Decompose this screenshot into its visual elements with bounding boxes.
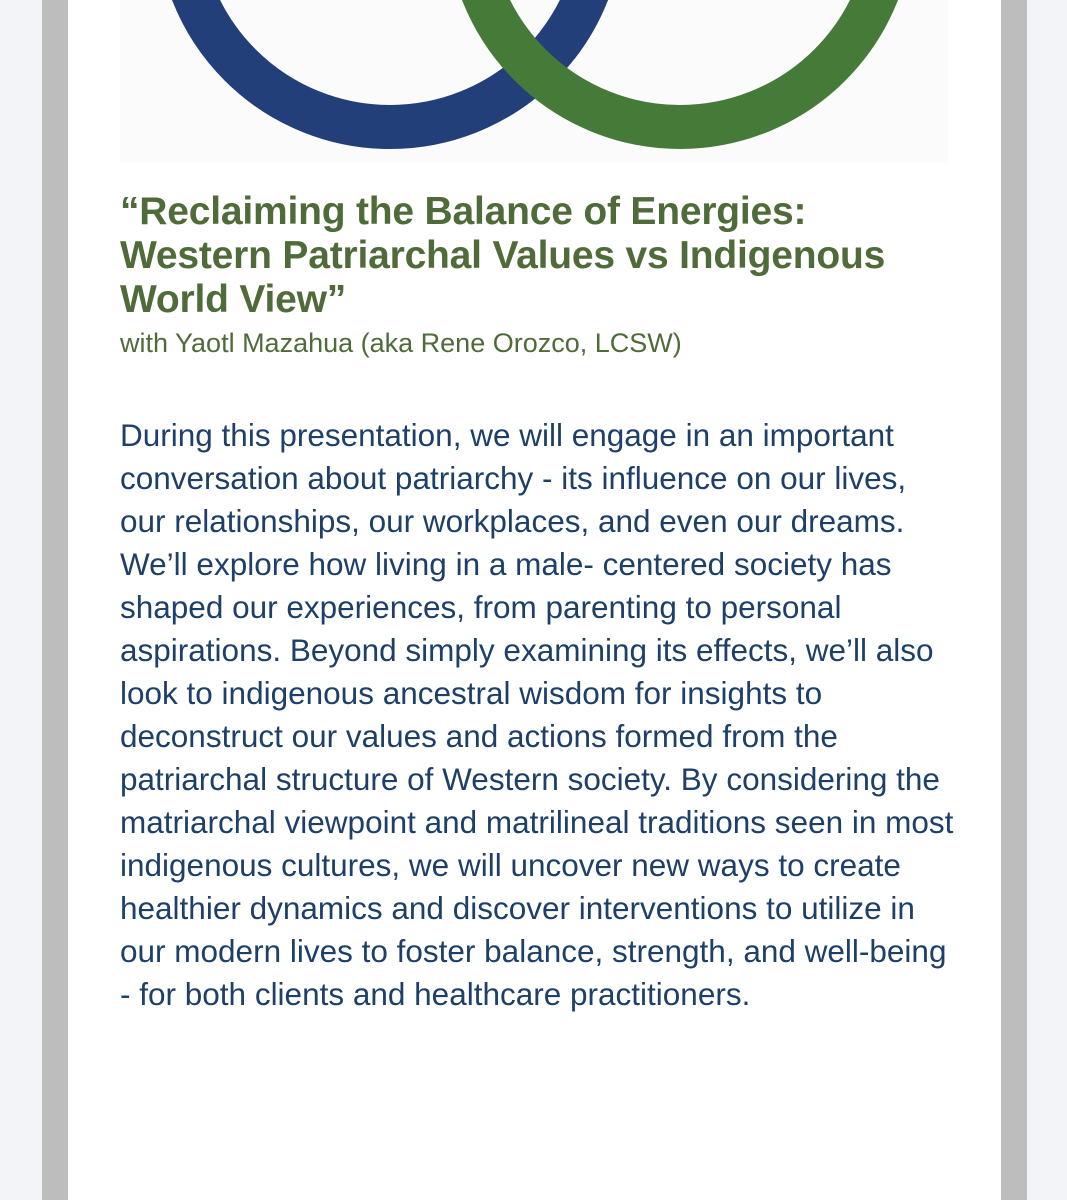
logo-banner: [120, 0, 948, 163]
interlocking-rings-logo: [120, 0, 948, 163]
green-ring: [468, 0, 892, 127]
left-margin-bar: [42, 0, 68, 1200]
document-content: [120, 190, 960, 1016]
blue-ring-overlap: [557, 0, 589, 46]
presentation-title: “Reclaiming the Balance of Energies: Western Patriarchal Values vs Indigenous World View”: [120, 190, 886, 321]
presentation-description: During this presentation, we will engage in an important conversation about patriarchy - its influence on our lives, our relationships, our workplaces, and even our dreams. We’ll explore how living in a male- centered society has shaped our experiences, from parenting to personal aspirations. Beyond simply examining its effects, we’ll also look to indigenous ancestral wisdom for insights to deconstruct our values and actions formed from the patriarchal structure of Western society. By considering the matriarchal viewpoint and matrilineal traditions seen in most indigenous cultures, we will uncover new ways to create healthier dynamics and discover interventions to utilize in our modern lives to foster balance, strength, and well-being - for both clients and healthcare practitioners.: [120, 417, 954, 1012]
presenter-line: with Yaotl Mazahua (aka Rene Orozco, LCSW): [120, 328, 682, 358]
right-margin-bar: [1001, 0, 1027, 1200]
